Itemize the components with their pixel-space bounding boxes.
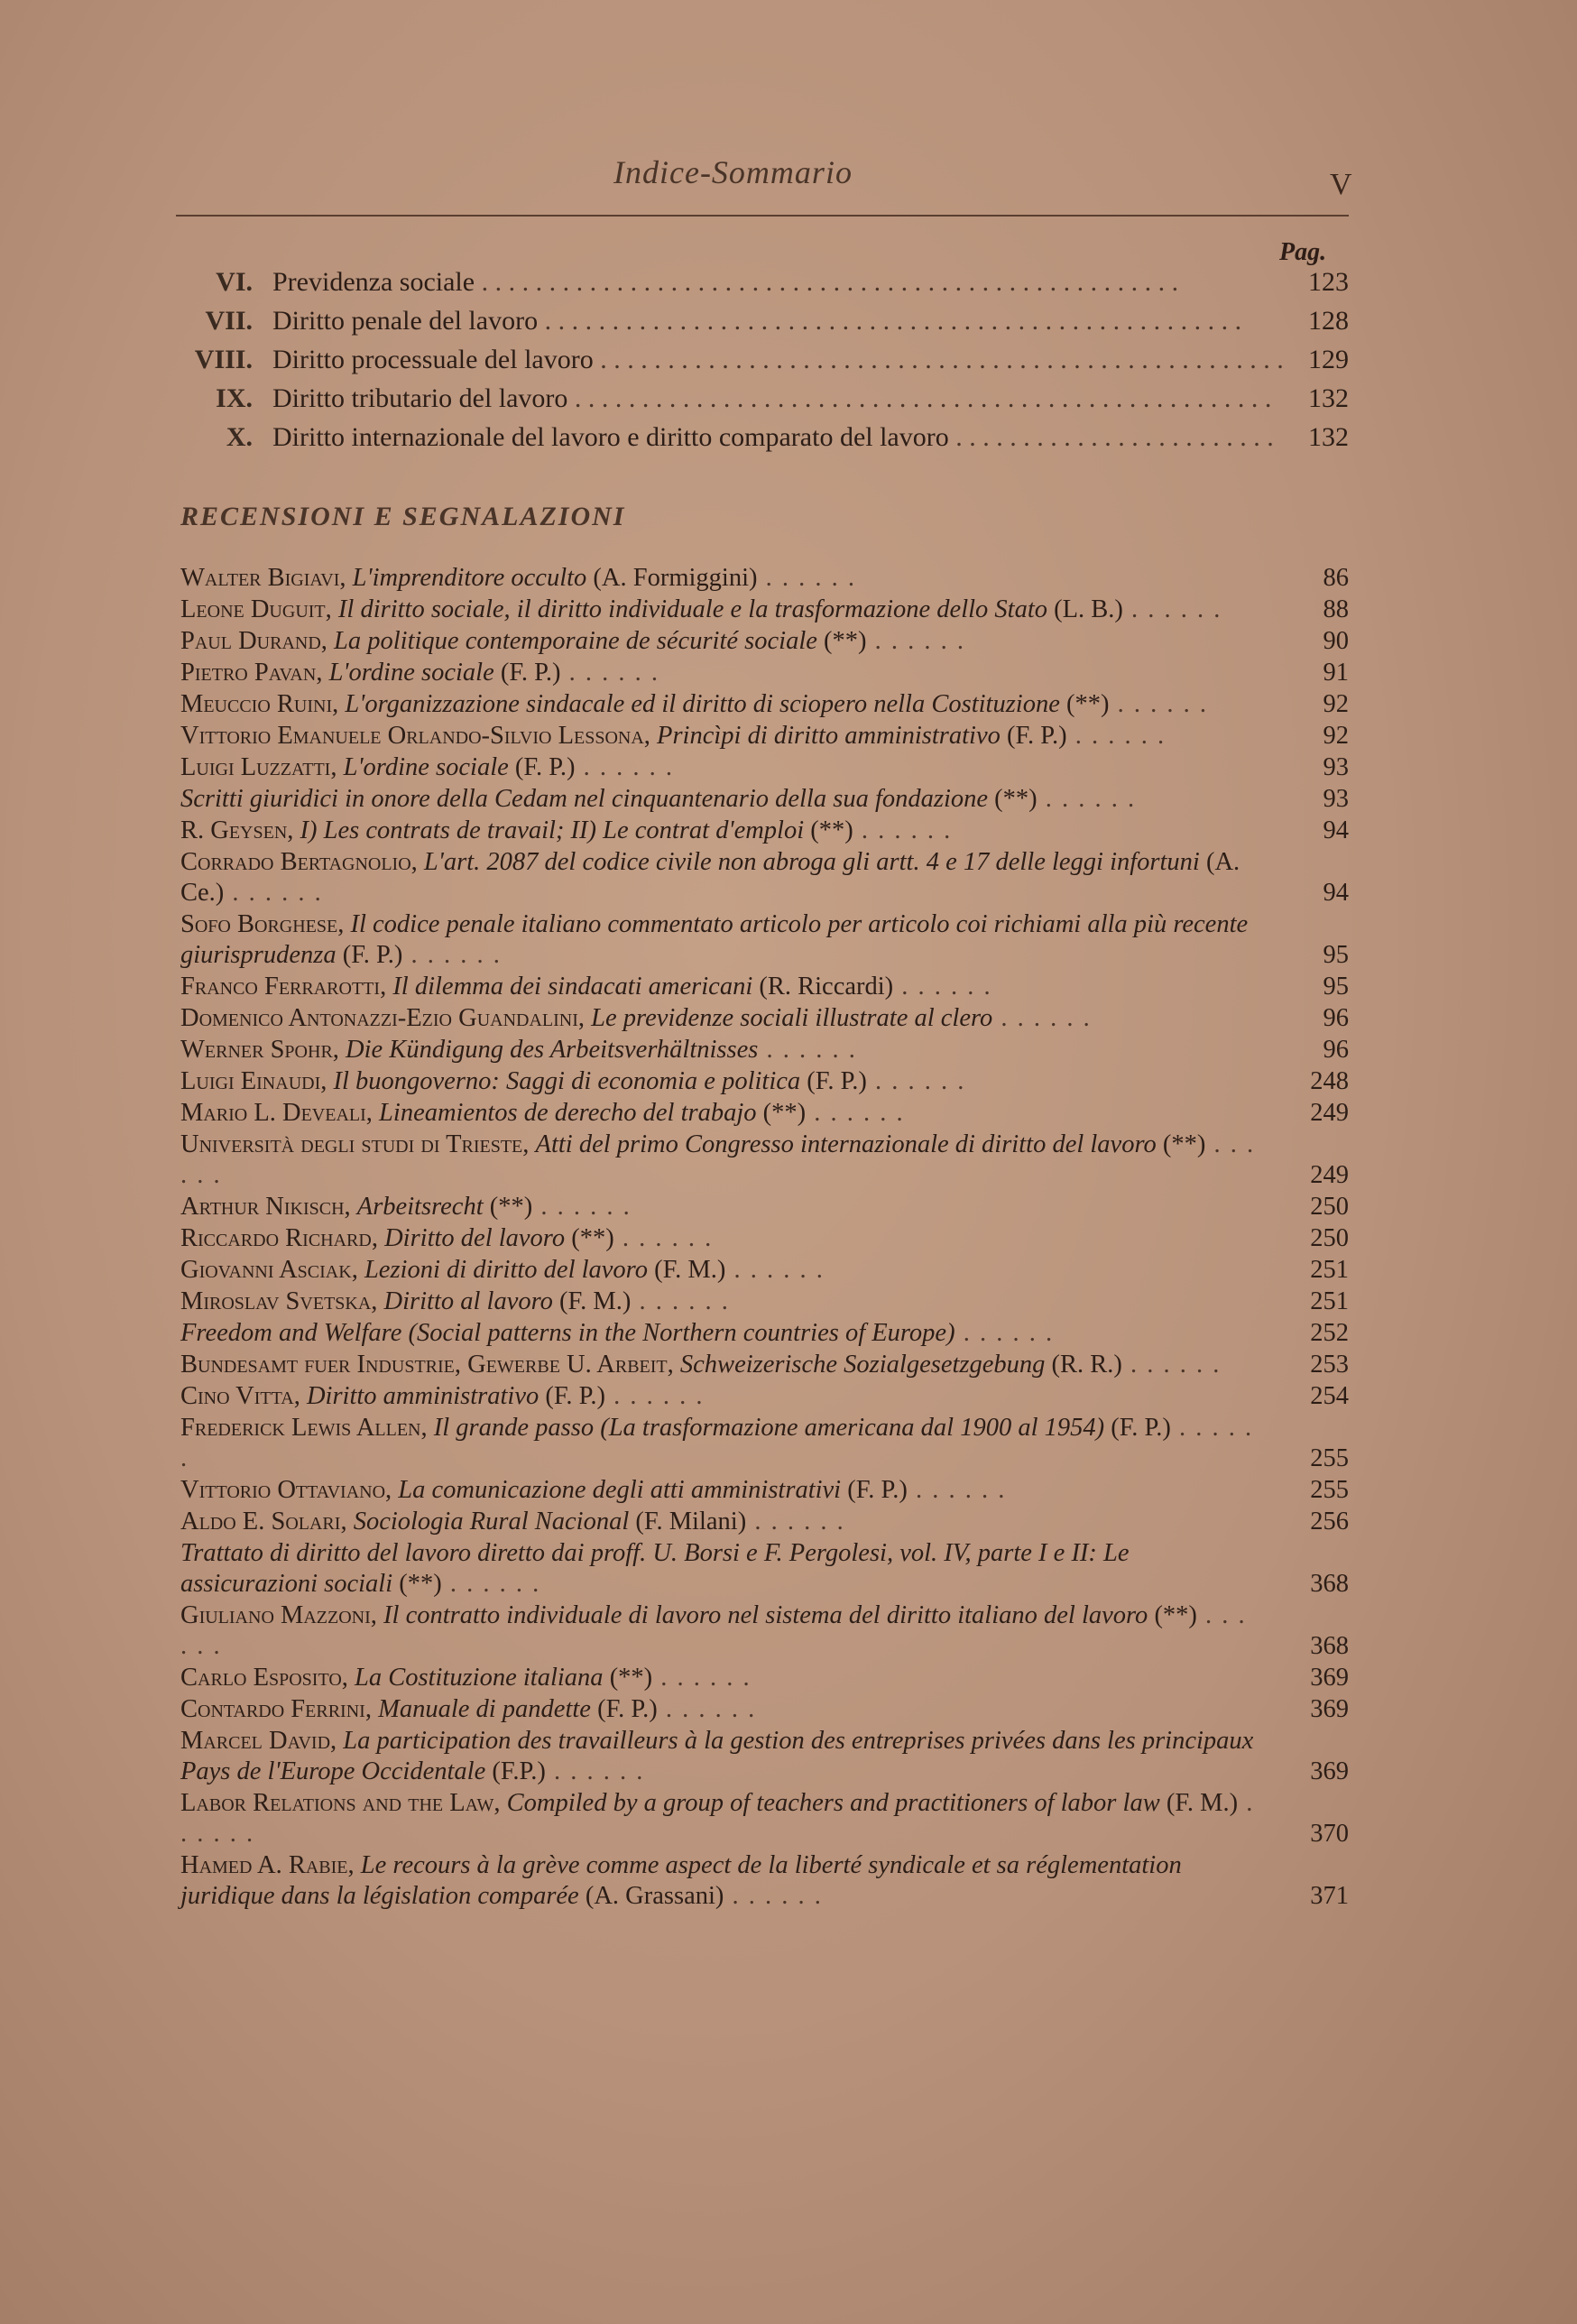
leader-dots: . . . . . . bbox=[575, 753, 675, 781]
review-reviewer: (F. P.) bbox=[597, 1695, 658, 1723]
review-title: L'ordine sociale bbox=[328, 659, 494, 687]
leader-dots: . . . . . . bbox=[1109, 690, 1208, 718]
review-entry-text: Giovanni Asciak, Lezioni di diritto del lavoro (F. M.) . . . . . . bbox=[180, 1256, 825, 1284]
review-reviewer: (F. Milani) bbox=[635, 1508, 747, 1536]
review-entry bbox=[180, 972, 1349, 1002]
review-page-number: 250 bbox=[1310, 1193, 1349, 1221]
leader-dots: . . . . . . bbox=[180, 1414, 1254, 1472]
review-author: Vittorio Emanuele Orlando-Silvio Lessona bbox=[180, 722, 644, 750]
review-entry-text: Vittorio Emanuele Orlando-Silvio Lessona, Princìpi di diritto amministrativo (F. P.) . . . . . . bbox=[180, 722, 1167, 750]
leader-dots: . . . . . . bbox=[866, 1067, 966, 1095]
toc-entry-number: VII. bbox=[205, 306, 253, 336]
leader-dots: . . . . . . bbox=[758, 1036, 857, 1064]
review-entry-text: Carlo Esposito, La Costituzione italiana (**) . . . . . . bbox=[180, 1664, 752, 1692]
review-page-number: 255 bbox=[1310, 1476, 1349, 1504]
leader-dots: . . . . . . bbox=[180, 1130, 1256, 1189]
review-page-number: 94 bbox=[1323, 816, 1349, 844]
review-title: L'art. 2087 del codice civile non abroga gli artt. 4 e 17 delle leggi infortuni bbox=[423, 848, 1200, 876]
leader-dots: . . . . . . bbox=[657, 1695, 757, 1723]
review-author: Riccardo Richard bbox=[180, 1224, 372, 1252]
review-page-number: 368 bbox=[1310, 1570, 1349, 1598]
review-entry bbox=[180, 816, 1349, 846]
review-entry bbox=[180, 1255, 1349, 1286]
review-author: Werner Spohr bbox=[180, 1036, 333, 1064]
review-title: Atti del primo Congresso internazionale di diritto del lavoro bbox=[535, 1130, 1157, 1158]
leader-dots: . . . . . . bbox=[631, 1287, 730, 1315]
toc-entry-number: X. bbox=[226, 422, 253, 452]
leader-dots: . . . . . . bbox=[954, 1319, 1055, 1347]
review-reviewer: (**) bbox=[994, 785, 1038, 813]
review-entry-text bbox=[180, 1318, 1259, 1349]
review-entry-text: Arthur Nikisch, Arbeitsrecht (**) . . . . . . bbox=[180, 1193, 632, 1221]
review-title: Le recours à la grève comme aspect de la liberté syndicale et sa réglementation juridique dans la législation comparée bbox=[180, 1851, 1182, 1910]
review-entry-text: Franco Ferrarotti, Il dilemma dei sindacati americani (R. Riccardi) . . . . . . bbox=[180, 973, 992, 1001]
review-reviewer: (**) bbox=[571, 1224, 614, 1252]
review-entry bbox=[180, 626, 1349, 657]
review-title: Il buongoverno: Saggi di economia e politica bbox=[333, 1067, 801, 1095]
review-page-number: 88 bbox=[1323, 595, 1349, 623]
toc-entry-title: Diritto processuale del lavoro . . . bbox=[272, 345, 1282, 375]
review-author: Walter Bigiavi bbox=[180, 564, 340, 592]
review-page-number: 90 bbox=[1323, 627, 1349, 655]
review-entry-text: Werner Spohr, Die Kündigung des Arbeitsverhältnisses . . . . . . bbox=[180, 1036, 857, 1064]
review-title: L'ordine sociale bbox=[343, 753, 509, 781]
review-entry-text: Walter Bigiavi, L'imprenditore occulto (A. Formiggini) . . . . . . bbox=[180, 564, 856, 592]
toc-entry bbox=[171, 306, 1349, 345]
review-page-number: 255 bbox=[1310, 1444, 1349, 1472]
review-page-number: 252 bbox=[1310, 1319, 1349, 1347]
review-title: I) Les contrats de travail; II) Le contrat d'emploi bbox=[300, 816, 805, 844]
leader-dots: . . . . . . bbox=[224, 879, 323, 907]
review-entry-text: Miroslav Svetska, Diritto al lavoro (F. M.) . . . . . . bbox=[180, 1287, 730, 1315]
review-page-number: 251 bbox=[1310, 1256, 1349, 1284]
review-reviewer: (F. P.) bbox=[514, 753, 576, 781]
leader-dots: . . . . . . bbox=[180, 1601, 1247, 1660]
leader-dots: . . . . . . bbox=[1066, 722, 1167, 750]
toc-entry bbox=[171, 422, 1349, 461]
review-reviewer: (**) bbox=[1154, 1601, 1197, 1629]
review-page-number: 369 bbox=[1310, 1757, 1349, 1785]
leader-dots: . . . . . . bbox=[724, 1882, 823, 1910]
review-entry bbox=[180, 1850, 1349, 1912]
toc-entry-title: Diritto penale del lavoro . . . bbox=[272, 306, 1282, 337]
review-title: Arbeitsrecht bbox=[356, 1193, 484, 1221]
leader-dots: . . . . . . bbox=[180, 1789, 1255, 1848]
review-author: Franco Ferrarotti bbox=[180, 973, 381, 1001]
review-reviewer: (F. M.) bbox=[1166, 1789, 1239, 1817]
review-author: Luigi Einaudi bbox=[180, 1067, 321, 1095]
review-title: Schweizerische Sozialgesetzgebung bbox=[679, 1351, 1046, 1379]
review-entry bbox=[180, 1694, 1349, 1725]
leader-dots: . . . . . . bbox=[907, 1476, 1007, 1504]
review-page-number: 92 bbox=[1323, 690, 1349, 718]
toc-entry-page: 128 bbox=[1308, 306, 1349, 336]
review-title: La politique contemporaine de sécurité sociale bbox=[334, 627, 817, 655]
leader-dots: . . . . . . bbox=[806, 1099, 905, 1127]
review-entry bbox=[180, 1663, 1349, 1693]
review-entry-text: R. Geysen, I) Les contrats de travail; II) Le contrat d'emploi (**) . . . . . . bbox=[180, 816, 953, 844]
review-page-number: 91 bbox=[1323, 659, 1349, 687]
review-entry-text: Aldo E. Solari, Sociologia Rural Nacional (F. Milani) . . . . . . bbox=[180, 1508, 845, 1536]
review-entry-text bbox=[180, 784, 1259, 815]
toc-entry bbox=[171, 345, 1349, 383]
review-author: Meuccio Ruini bbox=[180, 690, 333, 718]
toc-entry-page: 123 bbox=[1308, 267, 1349, 297]
review-page-number: 92 bbox=[1323, 722, 1349, 750]
review-entry bbox=[180, 689, 1349, 720]
toc-entry bbox=[171, 383, 1349, 422]
review-entry-text: Corrado Bertagnolio, L'art. 2087 del codice civile non abroga gli artt. 4 e 17 delle leggi infortuni (A. Ce.) . . . . . . bbox=[180, 848, 1240, 907]
review-page-number: 249 bbox=[1310, 1161, 1349, 1189]
review-title: La participation des travailleurs à la gestion des entreprises privées dans les principaux Pays de l'Europe Occidentale bbox=[180, 1727, 1254, 1785]
review-entry bbox=[180, 1507, 1349, 1537]
review-reviewer: (A. Formiggini) bbox=[593, 564, 758, 592]
review-author: Paul Durand bbox=[180, 627, 321, 655]
review-entry bbox=[180, 1223, 1349, 1254]
toc-entry-number: VI. bbox=[216, 267, 253, 297]
review-entry bbox=[180, 595, 1349, 625]
review-author: Hamed A. Rabie bbox=[180, 1851, 348, 1879]
review-title: Il contratto individuale di lavoro nel sistema del diritto italiano del lavoro bbox=[383, 1601, 1148, 1629]
review-author: Labor Relations and the Law bbox=[180, 1789, 494, 1817]
leader-dots: . . . . . . bbox=[1122, 595, 1222, 623]
review-title: Lineamientos de derecho del trabajo bbox=[379, 1099, 757, 1127]
leader-dots: . . . . . . bbox=[893, 973, 992, 1001]
review-page-number: 250 bbox=[1310, 1224, 1349, 1252]
review-title: Lezioni di diritto del lavoro bbox=[364, 1256, 648, 1284]
review-entry-text: Università degli studi di Trieste, Atti del primo Congresso internazionale di diritto del lavoro (**) . . . . . . bbox=[180, 1130, 1256, 1189]
review-reviewer: (**) bbox=[810, 816, 853, 844]
running-head: Indice-Sommario bbox=[613, 154, 853, 190]
reviews-list bbox=[180, 563, 1349, 1913]
toc-entry-number: VIII. bbox=[194, 345, 253, 374]
review-page-number: 94 bbox=[1323, 879, 1349, 907]
review-entry-text: Cino Vitta, Diritto amministrativo (F. P.) . . . . . . bbox=[180, 1382, 705, 1410]
review-author: Frederick Lewis Allen bbox=[180, 1414, 421, 1442]
toc-entry-title: Diritto tributario del lavoro . . . bbox=[272, 383, 1282, 414]
review-entry-text: Sofo Borghese, Il codice penale italiano commentato articolo per articolo coi richiami alla più recente giurisprudenza (F. P.) . . . . . . bbox=[180, 910, 1249, 969]
review-reviewer: (R. R.) bbox=[1051, 1351, 1122, 1379]
review-reviewer: (A. Ce.) bbox=[180, 848, 1240, 907]
review-title: Compiled by a group of teachers and practitioners of labor law bbox=[506, 1789, 1160, 1817]
review-title: Princìpi di diritto amministrativo bbox=[657, 722, 1001, 750]
review-entry-text: Domenico Antonazzi-Ezio Guandalini, Le previdenze sociali illustrate al clero . . . . . . bbox=[180, 1004, 1092, 1032]
review-entry bbox=[180, 1600, 1349, 1662]
review-author: Università degli studi di Trieste bbox=[180, 1130, 523, 1158]
review-entry bbox=[180, 1130, 1349, 1191]
review-entry bbox=[180, 1381, 1349, 1412]
leader-dots: . . . . . . bbox=[402, 941, 502, 969]
review-author: Arthur Nikisch bbox=[180, 1193, 345, 1221]
page-column-label: Pag. bbox=[1279, 238, 1327, 266]
review-author: Contardo Ferrini bbox=[180, 1695, 365, 1723]
review-title: Le previdenze sociali illustrate al clero bbox=[591, 1004, 993, 1032]
review-page-number: 95 bbox=[1323, 941, 1349, 969]
review-entry-text: Mario L. Deveali, Lineamientos de derecho del trabajo (**) . . . . . . bbox=[180, 1099, 905, 1127]
review-title: Il dilemma dei sindacati americani bbox=[392, 973, 753, 1001]
review-reviewer: (F. P.) bbox=[1006, 722, 1067, 750]
leader-dots: . . . . . . bbox=[613, 1224, 714, 1252]
review-author: Miroslav Svetska bbox=[180, 1287, 372, 1315]
review-entry-text: Paul Durand, La politique contemporaine de sécurité sociale (**) . . . . . . bbox=[180, 627, 965, 655]
review-title: Diritto amministrativo bbox=[306, 1382, 540, 1410]
review-author: Giuliano Mazzoni bbox=[180, 1601, 371, 1629]
review-page-number: 95 bbox=[1323, 973, 1349, 1001]
review-entry bbox=[180, 1350, 1349, 1380]
review-reviewer: (L. B.) bbox=[1054, 595, 1123, 623]
review-author: Marcel David bbox=[180, 1727, 331, 1755]
toc-entry-page: 132 bbox=[1308, 383, 1349, 413]
review-entry-text: Hamed A. Rabie, Le recours à la grève comme aspect de la liberté syndicale et sa réglementation juridique dans la législation comparée (A. Grassani) . . . . . . bbox=[180, 1851, 1182, 1910]
review-entry-text: Pietro Pavan, L'ordine sociale (F. P.) . . . . . . bbox=[180, 659, 659, 687]
leader-dots: . . . . . . bbox=[746, 1508, 845, 1536]
leader-dots: . . . . . . bbox=[560, 659, 659, 687]
review-page-number: 370 bbox=[1310, 1820, 1349, 1848]
leader-dots: . . . . . . bbox=[1037, 785, 1137, 813]
review-entry-text: Giuliano Mazzoni, Il contratto individuale di lavoro nel sistema del diritto italiano del lavoro (**) . . . . . . bbox=[180, 1601, 1247, 1660]
review-title: L'organizzazione sindacale ed il diritto di sciopero nella Costituzione bbox=[345, 690, 1060, 718]
leader-dots: . . . . . . bbox=[725, 1256, 825, 1284]
leader-dots: . . . . . . bbox=[866, 627, 965, 655]
toc-entry-page: 129 bbox=[1308, 345, 1349, 374]
review-entry bbox=[180, 1475, 1349, 1506]
review-page-number: 249 bbox=[1310, 1099, 1349, 1127]
review-entry bbox=[180, 1413, 1349, 1474]
review-entry-text: Marcel David, La participation des travailleurs à la gestion des entreprises privées dans les principaux Pays de l'Europe Occidentale (F.P.) . . . . . . bbox=[180, 1727, 1254, 1785]
review-title: Sociologia Rural Nacional bbox=[353, 1508, 630, 1536]
review-title: La comunicazione degli atti amministrativi bbox=[398, 1476, 842, 1504]
review-entry bbox=[180, 658, 1349, 688]
leader-dots: . . . . . . bbox=[757, 564, 856, 592]
review-entry bbox=[180, 1003, 1349, 1034]
review-page-number: 371 bbox=[1310, 1882, 1349, 1910]
review-title: Freedom and Welfare (Social patterns in the Northern countries of Europe) bbox=[180, 1319, 955, 1347]
review-title: Trattato di diritto del lavoro diretto dai proff. U. Borsi e F. Pergolesi, vol. IV, parte I e II: Le assicurazioni sociali bbox=[180, 1539, 1130, 1598]
review-author: Carlo Esposito bbox=[180, 1664, 342, 1692]
review-author: Domenico Antonazzi-Ezio Guandalini bbox=[180, 1004, 578, 1032]
review-page-number: 96 bbox=[1323, 1004, 1349, 1032]
review-entry-text: Labor Relations and the Law, Compiled by a group of teachers and practitioners of labor law (F. M.) . . . . . . bbox=[180, 1789, 1255, 1848]
review-title: L'imprenditore occulto bbox=[352, 564, 587, 592]
review-title: Scritti giuridici in onore della Cedam nel cinquantenario della sua fondazione bbox=[180, 785, 989, 813]
toc-list bbox=[171, 267, 1349, 461]
review-reviewer: (**) bbox=[489, 1193, 533, 1221]
toc-entry-title: Diritto internazionale del lavoro e diritto comparato del lavoro . . . bbox=[272, 422, 1282, 453]
review-entry bbox=[180, 721, 1349, 752]
review-title: Diritto del lavoro bbox=[384, 1224, 566, 1252]
review-author: R. Geysen bbox=[180, 816, 288, 844]
review-reviewer: (F. P.) bbox=[545, 1382, 605, 1410]
review-entry-text: Contardo Ferrini, Manuale di pandette (F. P.) . . . . . . bbox=[180, 1695, 757, 1723]
review-entry bbox=[180, 1788, 1349, 1849]
review-page-number: 251 bbox=[1310, 1287, 1349, 1315]
review-entry bbox=[180, 1286, 1349, 1317]
review-page-number: 93 bbox=[1323, 753, 1349, 781]
review-entry bbox=[180, 1318, 1349, 1349]
review-entry bbox=[180, 1726, 1349, 1787]
review-title: Manuale di pandette bbox=[378, 1695, 591, 1723]
review-reviewer: (F. M.) bbox=[654, 1256, 726, 1284]
review-reviewer: (**) bbox=[399, 1570, 442, 1598]
review-entry bbox=[180, 1192, 1349, 1222]
review-reviewer: (F. M.) bbox=[559, 1287, 632, 1315]
review-author: Pietro Pavan bbox=[180, 659, 317, 687]
leader-dots: . . . . . . bbox=[545, 1757, 645, 1785]
review-reviewer: (F. P.) bbox=[500, 659, 561, 687]
review-reviewer: (**) bbox=[1066, 690, 1110, 718]
leader-dots: . . . . . . bbox=[605, 1382, 705, 1410]
leader-dots: . . . . . . bbox=[992, 1004, 1092, 1032]
review-entry bbox=[180, 1538, 1349, 1600]
review-page-number: 369 bbox=[1310, 1664, 1349, 1692]
review-page-number: 256 bbox=[1310, 1508, 1349, 1536]
review-entry bbox=[180, 752, 1349, 783]
review-entry bbox=[180, 909, 1349, 971]
review-entry bbox=[180, 1098, 1349, 1129]
review-entry bbox=[180, 784, 1349, 815]
toc-entry-title: Previdenza sociale . . . bbox=[272, 267, 1282, 298]
review-author: Aldo E. Solari bbox=[180, 1508, 341, 1536]
review-page-number: 254 bbox=[1310, 1382, 1349, 1410]
review-title: La Costituzione italiana bbox=[355, 1664, 604, 1692]
review-entry bbox=[180, 563, 1349, 594]
review-reviewer: (F.P.) bbox=[492, 1757, 546, 1785]
review-reviewer: (F. P.) bbox=[807, 1067, 867, 1095]
review-author: Sofo Borghese bbox=[180, 910, 338, 938]
review-title: Il grande passo (La trasformazione americana dal 1900 al 1954) bbox=[433, 1414, 1105, 1442]
review-entry bbox=[180, 1035, 1349, 1065]
review-author: Corrado Bertagnolio bbox=[180, 848, 411, 876]
review-reviewer: (**) bbox=[1162, 1130, 1206, 1158]
review-page-number: 368 bbox=[1310, 1632, 1349, 1660]
review-entry-text: Meuccio Ruini, L'organizzazione sindacale ed il diritto di sciopero nella Costituzione (**) . . . . . . bbox=[180, 690, 1208, 718]
review-page-number: 369 bbox=[1310, 1695, 1349, 1723]
review-author: Cino Vitta bbox=[180, 1382, 294, 1410]
toc-entry-number: IX. bbox=[216, 383, 253, 413]
review-entry-text: Luigi Luzzatti, L'ordine sociale (F. P.) . . . . . . bbox=[180, 753, 675, 781]
review-entry-text bbox=[180, 1538, 1259, 1600]
review-entry-text: Luigi Einaudi, Il buongoverno: Saggi di economia e politica (F. P.) . . . . . . bbox=[180, 1067, 966, 1095]
review-title: Il codice penale italiano commentato articolo per articolo coi richiami alla più recente giurisprudenza bbox=[180, 910, 1249, 969]
review-reviewer: (**) bbox=[609, 1664, 653, 1692]
review-author: Leone Duguit bbox=[180, 595, 326, 623]
review-reviewer: (A. Grassani) bbox=[585, 1882, 724, 1910]
review-entry-text: Vittorio Ottaviano, La comunicazione degli atti amministrativi (F. P.) . . . . . . bbox=[180, 1476, 1007, 1504]
review-entry-text: Frederick Lewis Allen, Il grande passo (La trasformazione americana dal 1900 al 1954) (F. P.) . . . . . . bbox=[180, 1414, 1254, 1472]
review-entry-text: Leone Duguit, Il diritto sociale, il diritto individuale e la trasformazione dello Stato (L. B.) . . . . . . bbox=[180, 595, 1222, 623]
header-rule bbox=[176, 215, 1349, 217]
review-author: Luigi Luzzatti bbox=[180, 753, 331, 781]
review-entry bbox=[180, 1066, 1349, 1097]
review-reviewer: (F. P.) bbox=[342, 941, 403, 969]
review-author: Vittorio Ottaviano bbox=[180, 1476, 386, 1504]
review-entry-text: Riccardo Richard, Diritto del lavoro (**) . . . . . . bbox=[180, 1224, 714, 1252]
leader-dots: . . . . . . bbox=[532, 1193, 632, 1221]
leader-dots: . . . . . . bbox=[1121, 1351, 1222, 1379]
toc-entry-page: 132 bbox=[1308, 422, 1349, 452]
review-reviewer: (R. Riccardi) bbox=[759, 973, 894, 1001]
review-page-number: 96 bbox=[1323, 1036, 1349, 1064]
review-title: Diritto al lavoro bbox=[383, 1287, 553, 1315]
review-page-number: 93 bbox=[1323, 785, 1349, 813]
review-page-number: 253 bbox=[1310, 1351, 1349, 1379]
page-folio: V bbox=[1330, 168, 1352, 201]
review-author: Giovanni Asciak bbox=[180, 1256, 352, 1284]
toc-entry bbox=[171, 267, 1349, 306]
review-entry-text: Bundesamt fuer Industrie, Gewerbe U. Arbeit, Schweizerische Sozialgesetzgebung (R. R.) . . . . . . bbox=[180, 1351, 1222, 1379]
review-entry bbox=[180, 847, 1349, 908]
review-page-number: 86 bbox=[1323, 564, 1349, 592]
review-reviewer: (F. P.) bbox=[1111, 1414, 1171, 1442]
review-page-number: 248 bbox=[1310, 1067, 1349, 1095]
review-author: Mario L. Deveali bbox=[180, 1099, 366, 1127]
leader-dots: . . . . . . bbox=[441, 1570, 541, 1598]
review-reviewer: (**) bbox=[762, 1099, 807, 1127]
leader-dots: . . . . . . bbox=[853, 816, 953, 844]
leader-dots: . . . . . . bbox=[652, 1664, 752, 1692]
review-title: Il diritto sociale, il diritto individuale e la trasformazione dello Stato bbox=[337, 595, 1047, 623]
review-title: Die Kündigung des Arbeitsverhältnisses bbox=[346, 1036, 759, 1064]
review-author: Bundesamt fuer Industrie, Gewerbe U. Arbeit bbox=[180, 1351, 668, 1379]
section-heading: RECENSIONI E SEGNALAZIONI bbox=[180, 502, 626, 531]
review-reviewer: (**) bbox=[824, 627, 867, 655]
review-reviewer: (F. P.) bbox=[847, 1476, 908, 1504]
